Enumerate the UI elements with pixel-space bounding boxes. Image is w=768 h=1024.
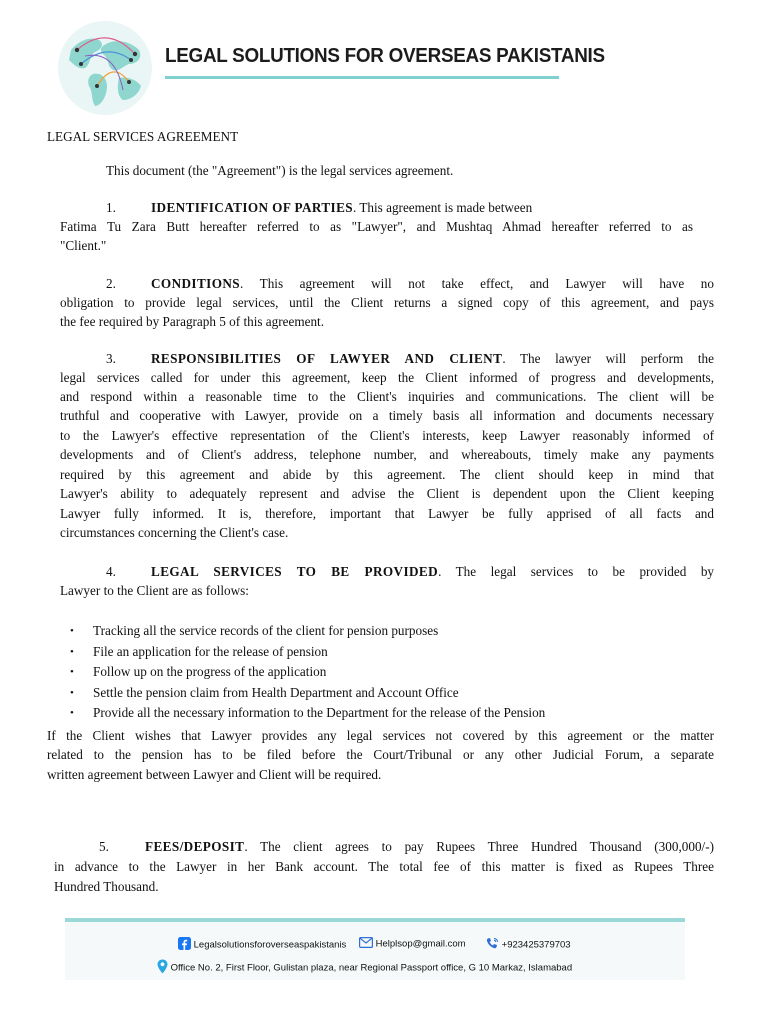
section-5-text-2: in advance to the Lawyer in her Bank account. The total fee of this matter is fixed as Rupees Three [54, 859, 714, 874]
section-3-text-5: to the Lawyer's effective representation of the Client's interests, keep Lawyer reasonably informed of [60, 428, 714, 443]
section-4-heading: LEGAL SERVICES TO BE PROVIDED [151, 564, 439, 579]
office-address: Office No. 2, First Floor, Gulistan plaza, near Regional Passport office, G 10 Markaz, Islamabad [170, 962, 573, 974]
section-3-text-10: circumstances concerning the Client's case. [60, 525, 289, 540]
section-3-text-7: required by this agreement and abide by this agreement. The client should keep in mind that [60, 467, 714, 482]
section-3-text-3: and respond within a reasonable time to the Client's inquiries and communications. The client will be [60, 389, 714, 404]
section-5-text-3: Hundred Thousand. [54, 879, 159, 894]
section-5-heading: FEES/DEPOSIT [145, 839, 245, 854]
globe-logo [57, 20, 153, 116]
section-3-text-8: Lawyer's ability to adequately represent and advise the Client is dependent upon the Client keeping [60, 486, 714, 501]
bullet-icon: • [70, 686, 74, 699]
phone-number: +923425379703 [501, 939, 571, 951]
bullet-icon: • [70, 625, 74, 637]
section-4-note-2: related to the pension has to be filed before the Court/Tribunal or any other Judicial Forum, a separate [47, 747, 714, 762]
agreement-title: LEGAL SERVICES AGREEMENT [47, 129, 239, 144]
section-3-number: 3. [106, 351, 116, 366]
facebook-handle: Legalsolutionsforoverseaspakistanis [193, 939, 347, 951]
section-2-text-2: obligation to provide legal services, until the Client returns a signed copy of this agreement, and pays [60, 295, 714, 310]
section-1-text-1: . This agreement is made between [353, 200, 533, 215]
footer-rule [65, 918, 685, 922]
bullet-icon: • [70, 707, 74, 719]
section-2-text-1: . This agreement will not take effect, and Lawyer will have no [240, 276, 714, 291]
footer-facebook[interactable] [178, 937, 346, 953]
section-5-text-1: . The client agrees to pay Rupees Three Hundred Thousand (300,000/-) [244, 839, 714, 854]
section-2-number: 2. [106, 276, 116, 291]
section-1-text-2: Fatima Tu Zara Butt hereafter referred to as "Lawyer", and Mushtaq Ahmad hereafter referred to as [60, 219, 693, 234]
section-3-text-1: . The lawyer will perform the [502, 351, 714, 366]
section-4-heading-line [151, 562, 714, 581]
mail-icon [359, 937, 373, 951]
brand-underline [165, 76, 559, 79]
facebook-icon [178, 937, 191, 953]
section-3-text-9: Lawyer fully informed. It is, therefore, important that Lawyer be fully apprised of all facts and [60, 506, 714, 521]
section-4-text-1: . The legal services to be provided by [438, 564, 715, 579]
section-3-text-4: truthful and cooperative with Lawyer, provide on a timely basis all information and documents necessary [60, 408, 714, 423]
section-2-heading: CONDITIONS [151, 276, 241, 291]
section-1-number: 1. [106, 200, 116, 215]
section-1-heading: IDENTIFICATION OF PARTIES [151, 200, 354, 215]
phone-icon [485, 937, 499, 953]
email-address: Helplsop@gmail.com [375, 938, 466, 950]
section-2-heading-line [151, 274, 714, 293]
section-4-note-3: written agreement between Lawyer and Client will be required. [47, 767, 382, 782]
brand-title: LEGAL SOLUTIONS FOR OVERSEAS PAKISTANIS [165, 44, 605, 67]
bullet-icon: • [70, 645, 74, 658]
footer-phone[interactable] [485, 937, 571, 953]
section-3-text-6: developments and of Client's address, telephone number, and whereabouts, timely make any payments [60, 447, 714, 462]
section-5-heading-line [145, 837, 714, 856]
footer-email[interactable] [359, 937, 466, 951]
section-4-text-2: Lawyer to the Client are as follows: [60, 583, 249, 598]
section-3-text-2: legal services called for under this agreement, keep the Client informed of progress and developments, [60, 370, 714, 385]
section-2-text-3: the fee required by Paragraph 5 of this agreement. [60, 314, 325, 329]
section-4-note-1: If the Client wishes that Lawyer provides any legal services not covered by this agreement or the matter [47, 728, 714, 743]
footer-address [157, 959, 572, 977]
section-5-number: 5. [99, 839, 109, 854]
section-1-text-3: "Client." [60, 238, 107, 253]
bullet-icon: • [70, 666, 74, 678]
location-pin-icon [157, 959, 168, 977]
intro-paragraph: This document (the "Agreement") is the legal services agreement. [106, 163, 454, 178]
section-3-heading: RESPONSIBILITIES OF LAWYER AND CLIENT [151, 351, 503, 366]
section-3-heading-line [151, 349, 714, 368]
section-4-number: 4. [106, 564, 116, 579]
section-1-heading-line [151, 198, 532, 217]
